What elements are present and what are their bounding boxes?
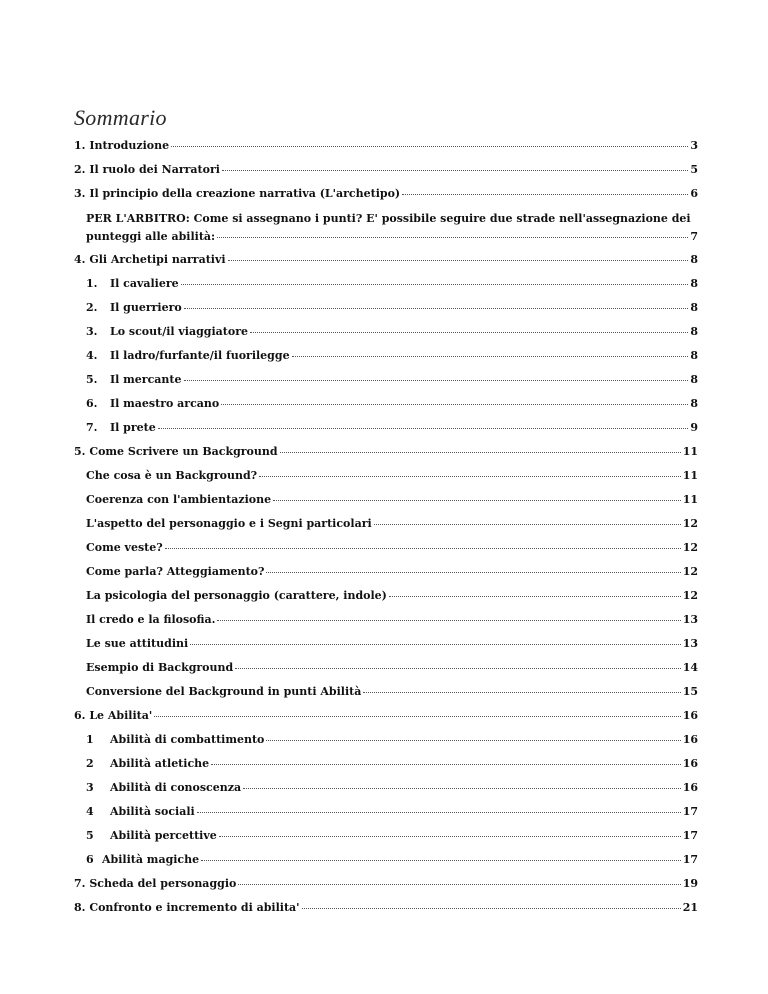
toc-entry-attitudini[interactable]: Le sue attitudini 13 — [86, 636, 698, 656]
leader-dots — [154, 706, 680, 717]
leader-dots — [217, 610, 680, 621]
leader-dots — [266, 730, 680, 741]
leader-dots — [190, 634, 681, 645]
toc-entry-conversione[interactable]: Conversione del Background in punti Abilità 15 — [86, 684, 698, 704]
leader-dots — [219, 826, 681, 837]
leader-dots — [211, 754, 681, 765]
leader-dots — [273, 490, 681, 501]
leader-dots — [201, 850, 681, 861]
leader-dots — [221, 394, 688, 405]
leader-dots — [181, 274, 689, 285]
leader-dots — [197, 802, 681, 813]
toc-entry-atletiche[interactable]: 2 Abilità atletiche 16 — [86, 756, 698, 776]
leader-dots — [250, 322, 688, 333]
leader-dots — [222, 160, 688, 171]
leader-dots — [165, 538, 681, 549]
toc-entry-scheda-personaggio[interactable]: 7. Scheda del personaggio 19 — [74, 876, 698, 896]
leader-dots — [389, 586, 681, 597]
toc-entry-psicologia[interactable]: La psicologia del personaggio (carattere, indole) 12 — [86, 588, 698, 608]
leader-dots — [171, 136, 688, 147]
leader-dots — [266, 562, 680, 573]
leader-dots — [158, 418, 689, 429]
toc-entry-introduzione[interactable]: 1. Introduzione 3 — [74, 138, 698, 158]
leader-dots — [259, 466, 681, 477]
toc-entry-cavaliere[interactable]: 1. Il cavaliere 8 — [86, 276, 698, 296]
toc-entry-ruolo-narratori[interactable]: 2. Il ruolo dei Narratori 5 — [74, 162, 698, 182]
leader-dots — [302, 898, 681, 909]
leader-dots — [235, 658, 680, 669]
leader-dots — [363, 682, 680, 693]
toc-entry-principio-creazione[interactable]: 3. Il principio della creazione narrativa (L'archetipo) 6 — [74, 186, 698, 206]
toc-entry-ladro[interactable]: 4. Il ladro/furfante/il fuorilegge 8 — [86, 348, 698, 368]
toc-entry-combattimento[interactable]: 1 Abilità di combattimento 16 — [86, 732, 698, 752]
leader-dots — [184, 370, 689, 381]
toc-entry-coerenza[interactable]: Coerenza con l'ambientazione 11 — [86, 492, 698, 512]
toc-heading: Sommario — [74, 105, 167, 130]
leader-dots — [217, 227, 688, 238]
leader-dots — [228, 250, 689, 261]
leader-dots — [280, 442, 681, 453]
toc-entry-maestro-arcano[interactable]: 6. Il maestro arcano 8 — [86, 396, 698, 416]
toc-entry-conoscenza[interactable]: 3 Abilità di conoscenza 16 — [86, 780, 698, 800]
leader-dots — [402, 184, 688, 195]
leader-dots — [374, 514, 681, 525]
toc-entry-magiche[interactable]: 6 Abilità magiche 17 — [86, 852, 698, 872]
toc-entry-scout[interactable]: 3. Lo scout/il viaggiatore 8 — [86, 324, 698, 344]
toc-entry-come-veste[interactable]: Come veste? 12 — [86, 540, 698, 560]
toc-entry-mercante[interactable]: 5. Il mercante 8 — [86, 372, 698, 392]
leader-dots — [184, 298, 689, 309]
leader-dots — [243, 778, 681, 789]
toc-entry-percettive[interactable]: 5 Abilità percettive 17 — [86, 828, 698, 848]
toc-entry-abilita[interactable]: 6. Le Abilita' 16 — [74, 708, 698, 728]
toc-entry-esempio-background[interactable]: Esempio di Background 14 — [86, 660, 698, 680]
toc-entry-credo[interactable]: Il credo e la filosofia. 13 — [86, 612, 698, 632]
toc-entry-per-arbitro[interactable]: PER L'ARBITRO: Come si assegnano i punti? E' possibile seguire due strade nell'assegnazione dei punteggi alle abilità: 7 — [86, 212, 698, 243]
toc-entry-che-cosa-background[interactable]: Che cosa è un Background? 11 — [86, 468, 698, 488]
toc-entry-come-parla[interactable]: Come parla? Atteggiamento? 12 — [86, 564, 698, 584]
toc-entry-guerriero[interactable]: 2. Il guerriero 8 — [86, 300, 698, 320]
leader-dots — [292, 346, 689, 357]
leader-dots — [238, 874, 680, 885]
toc-entry-sociali[interactable]: 4 Abilità sociali 17 — [86, 804, 698, 824]
toc-entry-confronto[interactable]: 8. Confronto e incremento di abilita' 21 — [74, 900, 698, 920]
toc-entry-prete[interactable]: 7. Il prete 9 — [86, 420, 698, 440]
toc-entry-aspetto[interactable]: L'aspetto del personaggio e i Segni particolari 12 — [86, 516, 698, 536]
toc-entry-archetipi[interactable]: 4. Gli Archetipi narrativi 8 — [74, 252, 698, 272]
toc-entry-scrivere-background[interactable]: 5. Come Scrivere un Background 11 — [74, 444, 698, 464]
